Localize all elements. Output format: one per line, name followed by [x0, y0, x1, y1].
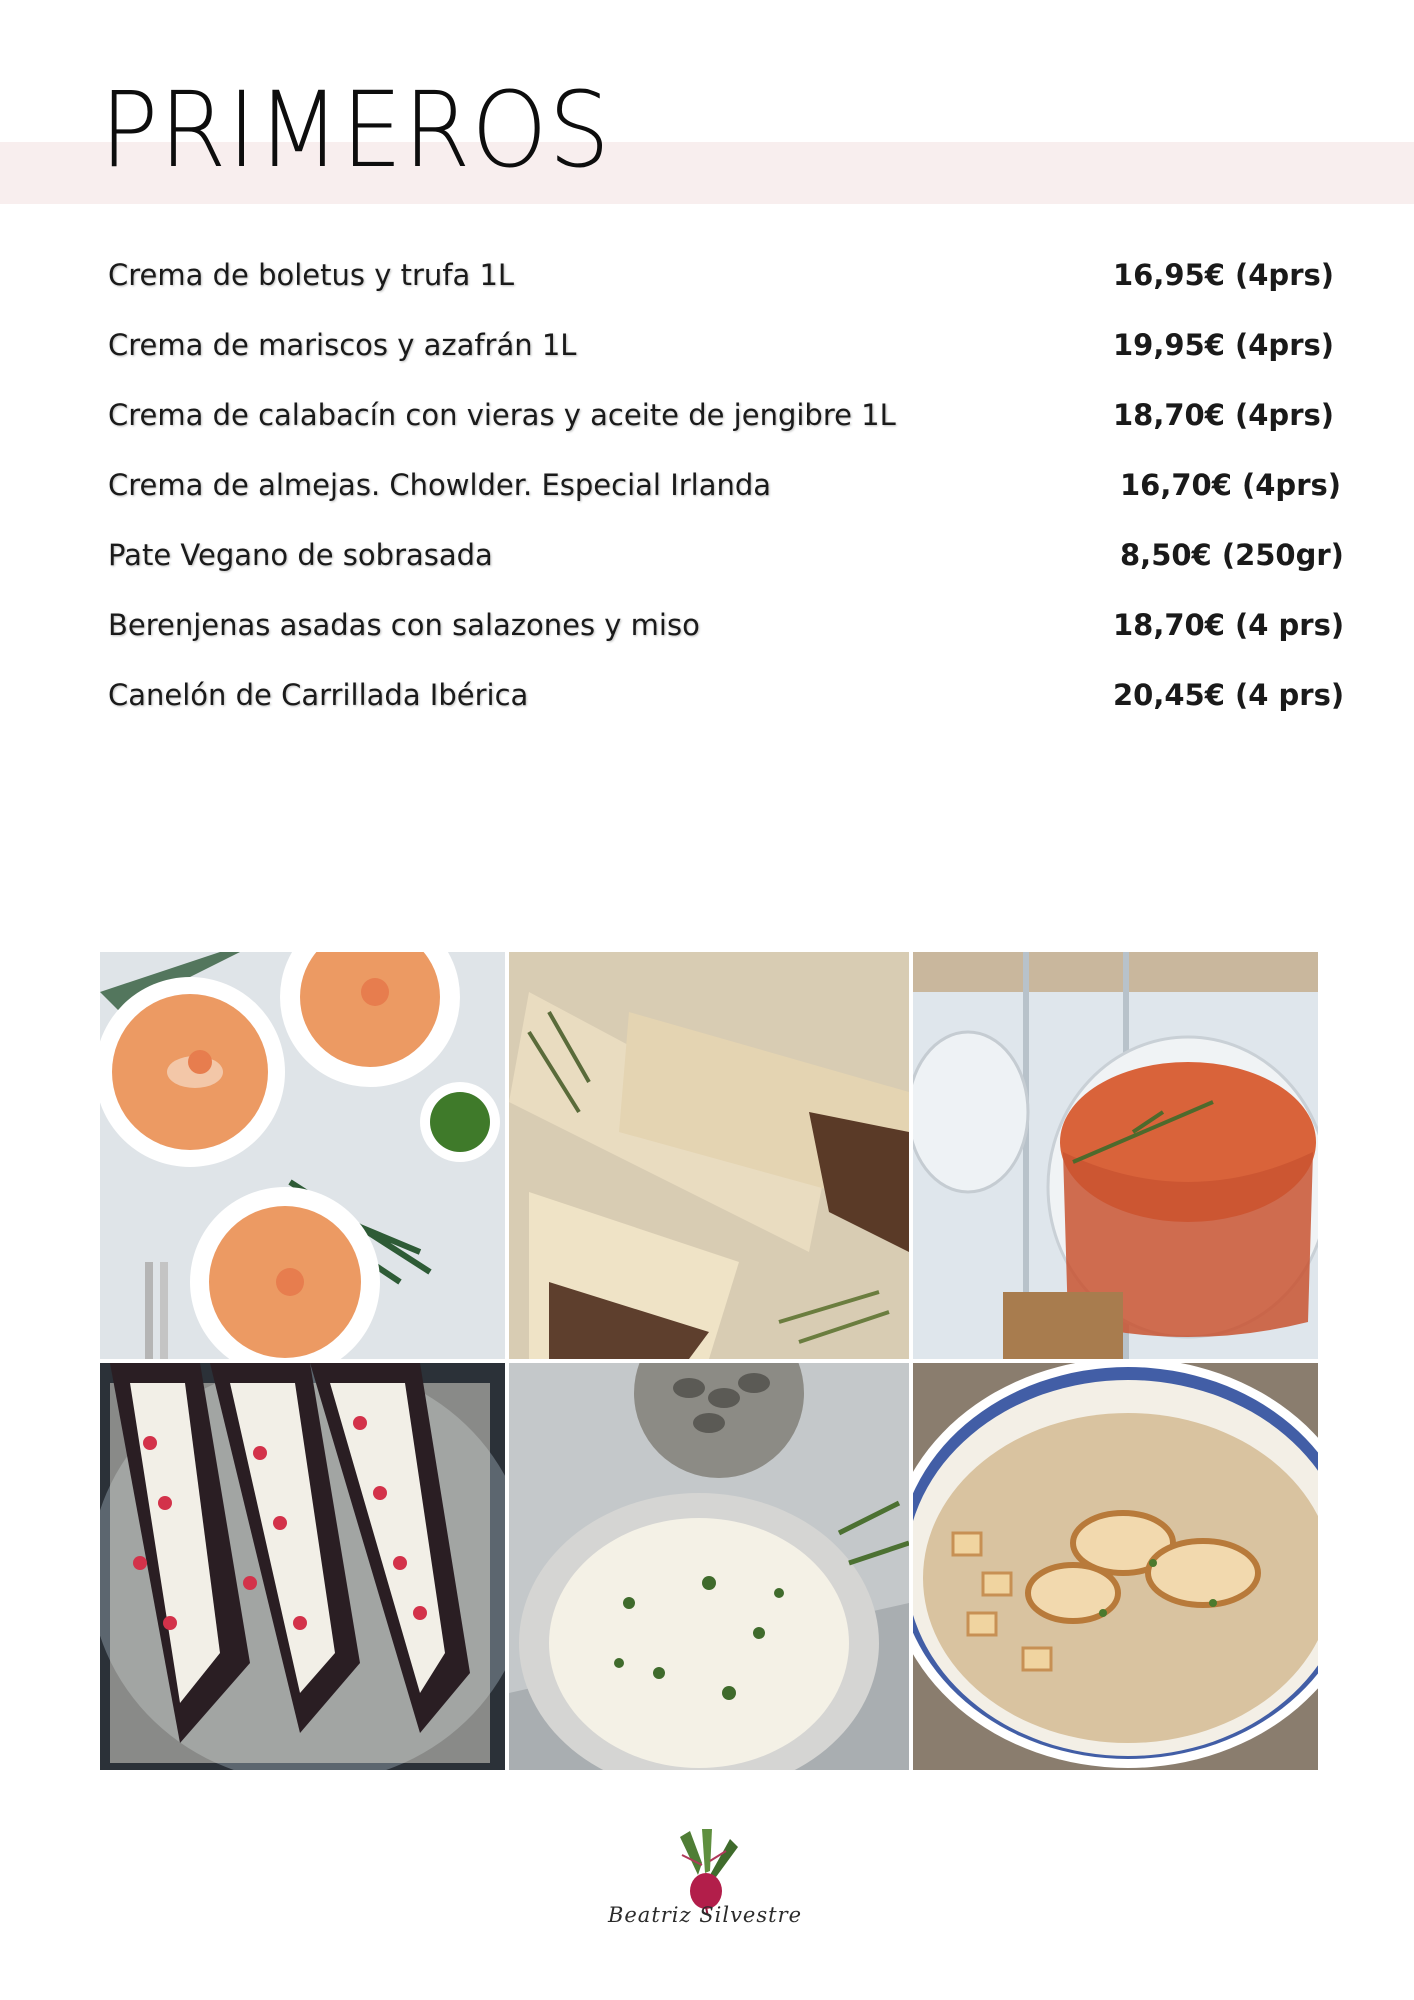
menu-item-name: Pate Vegano de sobrasada	[108, 538, 493, 572]
menu-item	[108, 678, 1345, 748]
menu-item-price: 18,70€ (4 prs)	[1113, 608, 1345, 642]
photo-boletus-cream	[913, 1363, 1318, 1770]
photo-sobrasada-pate	[913, 952, 1318, 1359]
photo-seafood-cream	[100, 952, 505, 1359]
menu-item-name: Crema de boletus y trufa 1L	[108, 258, 515, 292]
page-title: PRIMEROS	[100, 69, 611, 191]
menu-item-price: 16,70€ (4prs)	[1120, 468, 1342, 502]
menu-item-name: Berenjenas asadas con salazones y miso	[108, 608, 700, 642]
menu-item-name: Canelón de Carrillada Ibérica	[108, 678, 529, 712]
menu-item	[108, 608, 1345, 678]
brand-logo	[590, 1825, 820, 1945]
photo-cannelloni	[509, 952, 909, 1359]
photo-clam-chowder	[509, 1363, 909, 1770]
menu-list	[108, 258, 1345, 748]
menu-item-name: Crema de almejas. Chowlder. Especial Irlanda	[108, 468, 772, 502]
signature-text: Beatriz Silvestre	[607, 1903, 803, 1927]
menu-item-price: 8,50€ (250gr)	[1120, 538, 1344, 572]
menu-item	[108, 328, 1335, 398]
beet-icon	[590, 1825, 820, 1915]
photo-roasted-eggplant	[100, 1363, 505, 1770]
menu-item	[108, 258, 1335, 328]
menu-item-price: 20,45€ (4 prs)	[1113, 678, 1345, 712]
menu-item-price: 18,70€ (4prs)	[1113, 398, 1335, 432]
photo-gallery	[100, 952, 1314, 1770]
menu-item-name: Crema de calabacín con vieras y aceite de jengibre 1L	[108, 398, 896, 432]
menu-item	[108, 398, 1335, 468]
menu-item-name: Crema de mariscos y azafrán 1L	[108, 328, 577, 362]
menu-item-price: 19,95€ (4prs)	[1113, 328, 1335, 362]
menu-item	[108, 538, 1344, 608]
menu-item	[108, 468, 1342, 538]
menu-item-price: 16,95€ (4prs)	[1113, 258, 1335, 292]
